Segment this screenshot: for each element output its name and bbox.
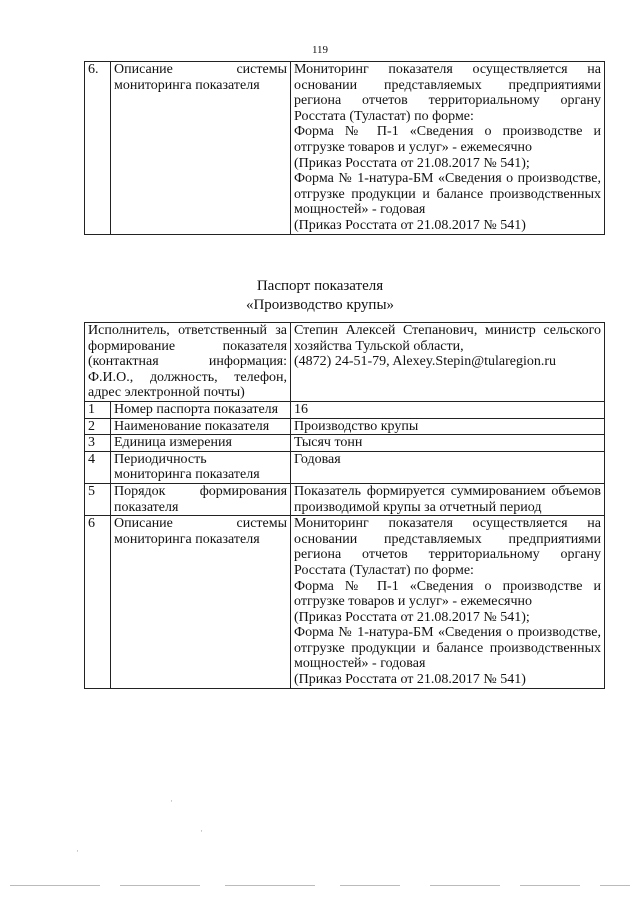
- executor-name: Степин Алексей Степанович, министр сельского хозяйства Тульской области,: [294, 323, 602, 354]
- order-text: (Приказ Росстата от 21.08.2017 № 541);: [294, 609, 530, 625]
- row-value: Производство крупы: [291, 418, 605, 435]
- row-number: 3: [85, 435, 111, 452]
- table-row: [85, 516, 605, 689]
- footer-divider: [430, 885, 500, 886]
- executor-contacts: (4872) 24-51-79, Alexey.Stepin@tularegion.ru: [294, 354, 557, 370]
- order-text: (Приказ Росстата от 21.08.2017 № 541): [294, 672, 526, 688]
- monitoring-text: Мониторинг показателя осуществляется на основании представляемых предприятиями региона отчетов территориальному органу Росстата (Туластат) по форме:: [294, 516, 602, 578]
- table-row: [85, 435, 605, 452]
- row-value: Показатель формируется суммированием объемов производимой крупы за отчетный период: [291, 483, 605, 515]
- row-value: Тысяч тонн: [291, 435, 605, 452]
- row-number: 6: [85, 516, 111, 689]
- row-number: 6.: [85, 62, 111, 235]
- footer-divider: [520, 885, 580, 886]
- executor-value: [291, 323, 605, 402]
- row-label: Порядок формирования показателя: [111, 483, 291, 515]
- row-label: Периодичность мониторинга показателя: [111, 451, 291, 483]
- table-row: [85, 483, 605, 515]
- monitoring-text: Мониторинг показателя осуществляется на основании представляемых предприятиями региона отчетов территориальному органу Росстата (Туластат) по форме:: [294, 62, 601, 124]
- row-label: Описание системы мониторинга показателя: [111, 62, 291, 235]
- table-row: [85, 323, 605, 402]
- scan-speck: ·: [200, 826, 203, 836]
- passport-title: Паспорт показателя: [256, 278, 384, 294]
- order-text: (Приказ Росстата от 21.08.2017 № 541): [294, 217, 526, 233]
- table-row: [85, 62, 605, 235]
- executor-label: Исполнитель, ответственный за формирование показателя (контактная информация: Ф.И.О., должность, телефон, адрес электронной почты): [85, 323, 291, 402]
- row-number: 5: [85, 483, 111, 515]
- footer-divider: [10, 885, 100, 886]
- passport-table: [84, 322, 605, 689]
- page-number: 119: [311, 44, 329, 56]
- row-number: 2: [85, 418, 111, 435]
- passport-subtitle: «Производство крупы»: [245, 297, 395, 313]
- form-text: Форма № 1-натура-БМ «Сведения о производстве, отгрузке продукции и балансе производственных мощностей» - годовая: [294, 625, 602, 672]
- footer-divider: [600, 885, 630, 886]
- scan-speck: ·: [170, 796, 173, 806]
- row-content: [291, 516, 605, 689]
- scan-speck: ·: [76, 846, 79, 856]
- row-label: Номер паспорта показателя: [111, 401, 291, 418]
- table-row: [85, 451, 605, 483]
- table-row: [85, 418, 605, 435]
- row-label: Наименование показателя: [111, 418, 291, 435]
- footer-divider: [225, 885, 315, 886]
- continuation-table: [84, 61, 605, 235]
- order-text: (Приказ Росстата от 21.08.2017 № 541);: [294, 155, 530, 171]
- table-row: [85, 401, 605, 418]
- row-number: 1: [85, 401, 111, 418]
- row-label: Описание системы мониторинга показателя: [111, 516, 291, 689]
- footer-divider: [120, 885, 200, 886]
- row-number: 4: [85, 451, 111, 483]
- row-label: Единица измерения: [111, 435, 291, 452]
- form-text: Форма № П-1 «Сведения о производстве и отгрузке товаров и услуг» - ежемесячно: [294, 578, 602, 610]
- row-value: Годовая: [291, 451, 605, 483]
- form-text: Форма № 1-натура-БМ «Сведения о производстве, отгрузке продукции и балансе производственных мощностей» - годовая: [294, 171, 601, 218]
- row-content: [291, 62, 605, 235]
- footer-divider: [340, 885, 400, 886]
- form-text: Форма № П-1 «Сведения о производстве и отгрузке товаров и услуг» - ежемесячно: [294, 124, 601, 155]
- row-value: 16: [291, 401, 605, 418]
